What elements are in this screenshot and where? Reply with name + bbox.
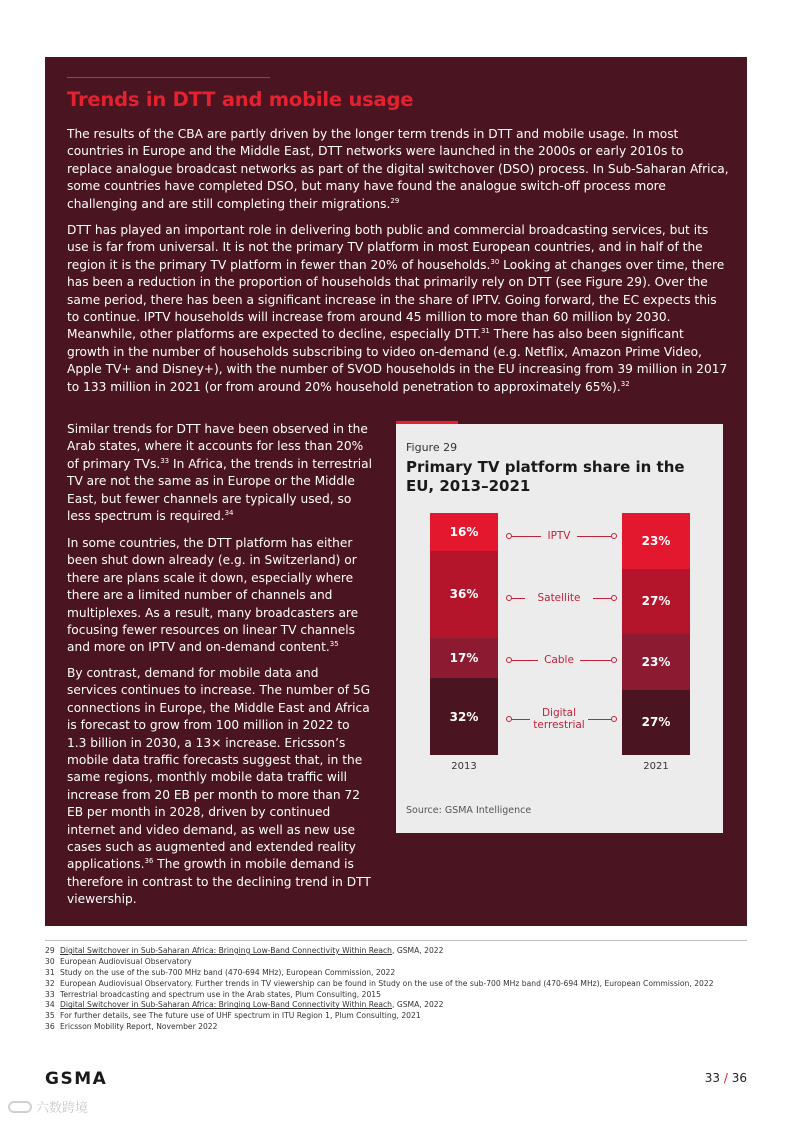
footnote-item	[45, 946, 747, 957]
footnote-text: Terrestrial broadcasting and spectrum use in the Arab states, Plum Consulting, 2015	[60, 989, 381, 999]
footnote-item	[45, 968, 747, 979]
footnote-number: 31	[45, 967, 55, 977]
footnote-ref[interactable]: 35	[329, 640, 339, 649]
legend-dot-cable-left	[506, 657, 512, 663]
footnote-text: Ericsson Mobility Report, November 2022	[60, 1022, 218, 1032]
footnote-text: Digital Switchover in Sub-Saharan Africa: Bringing Low-Band Connectivity Within Reach, GSMA, 2022	[60, 946, 444, 955]
footnote-number: 32	[45, 978, 55, 988]
bar-segment-digital-terrestrial-2021: 27%	[622, 690, 690, 755]
watermark-logo-icon	[8, 1101, 32, 1113]
paragraph-2-text-a: DTT has played an important role in delivering both public and commercial broadcasting services, but its use is far from universal. It is not the primary TV platform in most European countries, and in half of the region it is the primary TV platform in fewer than 20% of households.	[67, 223, 709, 272]
footnote-ref[interactable]: 31	[480, 327, 490, 336]
footnote-ref[interactable]: 33	[160, 456, 170, 465]
figure-label: Figure 29	[406, 441, 458, 454]
x-tick-label: 2013	[451, 761, 477, 772]
legend-label-iptv: IPTV	[541, 530, 577, 542]
paragraph-2	[67, 222, 729, 396]
footnote-ref[interactable]: 34	[224, 508, 234, 517]
legend-label-cable: Cable	[538, 654, 580, 666]
bar-segment-satellite-2021: 27%	[622, 569, 690, 634]
legend-dot-iptv-right	[611, 533, 617, 539]
footnote-text: Digital Switchover in Sub-Saharan Africa: Bringing Low-Band Connectivity Within Reach, GSMA, 2022	[60, 1000, 444, 1010]
section-title: Trends in DTT and mobile usage	[67, 88, 414, 111]
paragraph-3-text-b: In Africa, the trends in terrestrial TV are not the same as in Europe or the Middle East, but fewer channels are typically used, so less spectrum is required.	[67, 456, 372, 524]
paragraph-3	[67, 421, 372, 525]
paragraph-2-text-c: There has also been significant growth in the number of households subscribing to video on-demand (e.g. Netflix, Amazon Prime Video, Apple TV+ and Disney+), with the number of SVOD households in the EU increasing from 39 million in 2017 to 133 million in 2021 (or from around 20% household penetration to approximately 65%).	[67, 327, 728, 394]
paragraph-3-text-a: Similar trends for DTT have been observed in the Arab states, where it accounts for less than 20% of primary TVs.	[67, 422, 368, 471]
legend-dot-satellite-left	[506, 595, 512, 601]
footnote-ref[interactable]: 30	[490, 257, 500, 266]
legend-dot-iptv-left	[506, 533, 512, 539]
footnote-number: 34	[45, 1000, 55, 1010]
gsma-logo: GSMA	[45, 1069, 108, 1089]
footnote-text: For further details, see The future use of UHF spectrum in ITU Region 1, Plum Consulting, 2021	[60, 1011, 421, 1021]
title-rule	[67, 77, 270, 78]
legend-dot-digital-terrestrial-left	[506, 716, 512, 722]
figure-29	[396, 424, 723, 833]
footnotes	[45, 940, 747, 1033]
legend-label-digital-terrestrial: Digital terrestrial	[530, 707, 588, 731]
footnote-ref[interactable]: 32	[620, 379, 630, 388]
footnote-text: Study on the use of the sub-700 MHz band (470-694 MHz), European Commission, 2022	[60, 967, 396, 977]
paragraph-1	[67, 126, 729, 213]
legend-dot-digital-terrestrial-right	[611, 716, 617, 722]
page-current: 33	[704, 1071, 721, 1085]
figure-source: Source: GSMA Intelligence	[406, 805, 532, 816]
footnote-number: 35	[45, 1011, 55, 1021]
footnote-link[interactable]: Digital Switchover in Sub-Saharan Africa: Bringing Low-Band Connectivity Within Reach	[60, 946, 392, 955]
legend-dot-satellite-right	[611, 595, 617, 601]
bar-segment-satellite-2013: 36%	[430, 551, 498, 637]
x-tick-label: 2021	[643, 761, 669, 772]
footnote-item	[45, 1011, 747, 1022]
footnote-item	[45, 990, 747, 1001]
footnote-text: European Audiovisual Observatory	[60, 956, 192, 966]
bar-segment-digital-terrestrial-2013: 32%	[430, 678, 498, 755]
bar-segment-iptv-2013: 16%	[430, 513, 498, 551]
legend-dot-cable-right	[611, 657, 617, 663]
footnote-number: 36	[45, 1022, 55, 1032]
paragraph-5-text-a: By contrast, demand for mobile data and services continues to increase. The number of 5G connections in Europe, the Middle East and Africa is forecast to grow from 100 million in 2022 to 1.3 billion in 2030, a 13× increase. Ericsson’s mobile data traffic forecasts suggest that, in the same regions, monthly mobile data traffic will increase from 20 EB per month to more than 72 EB per month in 2028, driven by continued internet and video demand, as well as new use cases such as augmented and extended reality applications.	[67, 666, 371, 872]
page-separator: /	[723, 1071, 728, 1085]
legend-label-satellite: Satellite	[525, 592, 593, 604]
paragraph-4	[67, 535, 372, 657]
paragraph-4-text: In some countries, the DTT platform has either been shut down already (e.g. in Switzerland) or there are plans scale it down, especially where there are a limited number of channels and multiplexes. As a result, many broadcasters are focusing fewer resources on linear TV channels and more on IPTV and on-demand content.	[67, 536, 359, 655]
footnote-number: 29	[45, 946, 55, 955]
paragraph-5	[67, 665, 372, 909]
bar-segment-iptv-2021: 23%	[622, 513, 690, 569]
paragraph-2-text-b: Looking at changes over time, there has been a reduction in the proportion of households that primarily rely on DTT (see Figure 29). Over the same period, there has been a significant increase in the share of IPTV. Going forward, the EC expects this to continue. IPTV households will increase from around 45 million to more than 60 million by 2030. Meanwhile, other platforms are expected to decline, especially DTT.	[67, 257, 725, 342]
paragraph-1-text: The results of the CBA are partly driven by the longer term trends in DTT and mobile usage. In most countries in Europe and the Middle East, DTT networks were launched in the 2000s or early 2010s to replace analogue broadcast networks as part of the digital switchover (DSO) process. In Sub-Saharan Africa, some countries have completed DSO, but many have found the analogue switch-off process more challenging and are still completing their migrations.	[67, 127, 729, 211]
bar-segment-cable-2021: 23%	[622, 634, 690, 690]
bar-segment-cable-2013: 17%	[430, 638, 498, 679]
footnote-text: European Audiovisual Observatory. Further trends in TV viewership can be found in Study on the use of the sub-700 MHz band (470-694 MHz), European Commission, 2022	[60, 978, 714, 988]
watermark-text: 六数跨境	[36, 1101, 89, 1116]
footnote-item	[45, 979, 747, 990]
figure-title: Primary TV platform share in the EU, 2013–2021	[406, 458, 685, 495]
footnote-ref[interactable]: 36	[144, 857, 154, 866]
footnote-item	[45, 957, 747, 968]
footnote-item	[45, 1022, 747, 1033]
watermark	[8, 1097, 88, 1116]
footnote-link[interactable]: Digital Switchover in Sub-Saharan Africa: Bringing Low-Band Connectivity Within Reach	[60, 1000, 392, 1010]
page-total: 36	[731, 1071, 747, 1085]
footnote-number: 30	[45, 956, 55, 966]
footnote-ref[interactable]: 29	[390, 196, 400, 205]
page-number	[705, 1071, 747, 1085]
footnote-number: 33	[45, 989, 55, 999]
footnote-item	[45, 1000, 747, 1011]
paragraph-5-text-b: The growth in mobile demand is therefore in contrast to the declining trend in DTT viewership.	[67, 857, 371, 907]
